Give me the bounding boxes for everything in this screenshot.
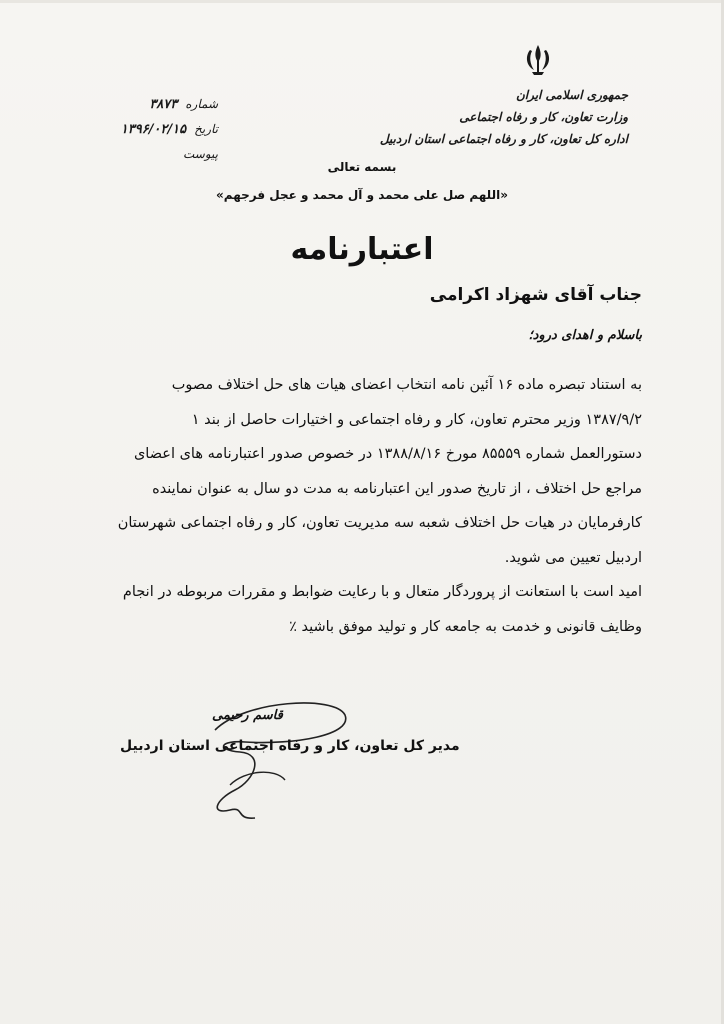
body-line: دستورالعمل شماره ۸۵۵۵۹ مورخ ۱۳۸۸/۸/۱۶ در خصوص صدور اعتبارنامه های اعضای (133, 446, 642, 462)
signatory-title: مدیر کل تعاون، کار و رفاه اجتماعی استان اردبیل (120, 738, 460, 754)
letter-body (77, 368, 642, 644)
body-line: ۱۳۸۷/۹/۲ وزیر محترم تعاون، کار و رفاه اجتماعی و اختیارات حاصل از بند ۱ (191, 411, 642, 428)
ministry-line-2: وزارت تعاون، کار و رفاه اجتماعی (459, 110, 628, 124)
signatory-name: قاسم رحیمی (212, 708, 283, 723)
ministry-header (368, 84, 628, 150)
body-line: وظایف قانونی و خدمت به جامعه کار و تولید موفق باشید ٪ (289, 618, 642, 635)
date-row (88, 117, 218, 142)
iran-emblem-icon (520, 42, 556, 78)
greeting: باسلام و اهدای درود؛ (528, 328, 642, 343)
number-row (88, 92, 218, 117)
body-line: مراجع حل اختلاف ، از تاریخ صدور این اعتبارنامه به مدت دو سال به عنوان نماینده (152, 480, 642, 497)
body-line: به استناد تبصره ماده ۱۶ آئین نامه انتخاب اعضای هیات های حل اختلاف مصوب (171, 377, 642, 393)
ministry-line-1: جمهوری اسلامی ایران (515, 88, 628, 102)
page-title: اعتبارنامه (290, 232, 434, 267)
salawat: «اللهم صل علی محمد و آل محمد و عجل فرجهم» (216, 188, 508, 202)
date-label: تاریخ (194, 122, 218, 136)
attachment-label: پیوست (183, 147, 218, 161)
body-line: اردبیل تعیین می شوید. (504, 549, 642, 566)
number-label: شماره (185, 97, 218, 111)
number-value: ۳۸۷۳ (149, 97, 178, 112)
body-line: کارفرمایان در هیات حل اختلاف شعبه سه مدیریت تعاون، کار و رفاه اجتماعی شهرستان (117, 515, 642, 531)
body-line: امید است با استعانت از پروردگار متعال و با رعایت ضوابط و مقررات مربوطه در انجام (122, 584, 642, 600)
letter-meta (88, 92, 218, 166)
date-value: ۱۳۹۶/۰۲/۱۵ (120, 122, 187, 137)
recipient: جناب آقای شهزاد اکرامی (429, 285, 642, 305)
ministry-line-3: اداره کل تعاون، کار و رفاه اجتماعی استان اردبیل (379, 132, 628, 146)
basmala: بسمه تعالی (327, 160, 397, 174)
